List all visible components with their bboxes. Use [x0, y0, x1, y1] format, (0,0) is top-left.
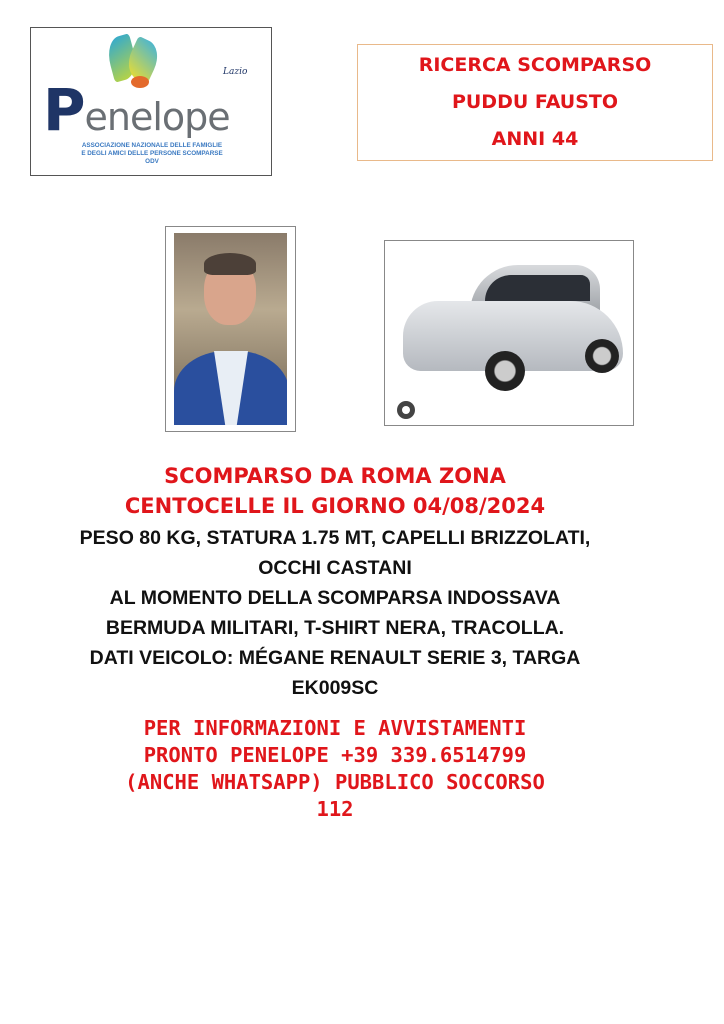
- missing-person-photo: [165, 226, 296, 432]
- emergency-number: 112: [316, 797, 354, 821]
- logo-subtitle: [37, 142, 267, 166]
- logo-region: Lazio: [223, 67, 248, 77]
- contact-line: (ANCHE WHATSAPP) PUBBLICO SOCCORSO: [125, 770, 545, 794]
- contact-info: [30, 715, 640, 823]
- disappearance-headline: [30, 461, 640, 521]
- description-line: OCCHI CASTANI: [258, 557, 412, 579]
- title-heading: RICERCA SCOMPARSO: [418, 54, 652, 76]
- title-box: [357, 44, 713, 161]
- logo-wordmark: Penelope: [43, 76, 230, 144]
- headline-line: SCOMPARSO DA ROMA ZONA: [164, 464, 506, 488]
- description-line: EK009SC: [291, 677, 379, 699]
- description-line: AL MOMENTO DELLA SCOMPARSA INDOSSAVA: [109, 587, 561, 609]
- lens-icon: [397, 401, 415, 419]
- missing-person-name: PUDDU FAUSTO: [451, 91, 619, 113]
- penelope-logo: [30, 27, 272, 176]
- headline-line: CENTOCELLE IL GIORNO 04/08/2024: [124, 494, 546, 518]
- description: [30, 523, 640, 703]
- description-line: BERMUDA MILITARI, T-SHIRT NERA, TRACOLLA.: [105, 617, 565, 639]
- vehicle-photo: [384, 240, 634, 426]
- contact-line: PER INFORMAZIONI E AVVISTAMENTI: [143, 716, 527, 740]
- logo-subtitle-line: ODV: [145, 158, 159, 165]
- logo-subtitle-line: ASSOCIAZIONE NAZIONALE DELLE FAMIGLIE: [81, 142, 223, 149]
- logo-subtitle-line: E DEGLI AMICI DELLE PERSONE SCOMPARSE: [81, 150, 223, 157]
- missing-person-age: ANNI 44: [491, 128, 579, 150]
- contact-phone: PRONTO PENELOPE +39 339.6514799: [143, 743, 527, 767]
- description-line: PESO 80 KG, STATURA 1.75 MT, CAPELLI BRIZZOLATI,: [79, 527, 591, 549]
- description-line: DATI VEICOLO: MÉGANE RENAULT SERIE 3, TARGA: [89, 647, 581, 669]
